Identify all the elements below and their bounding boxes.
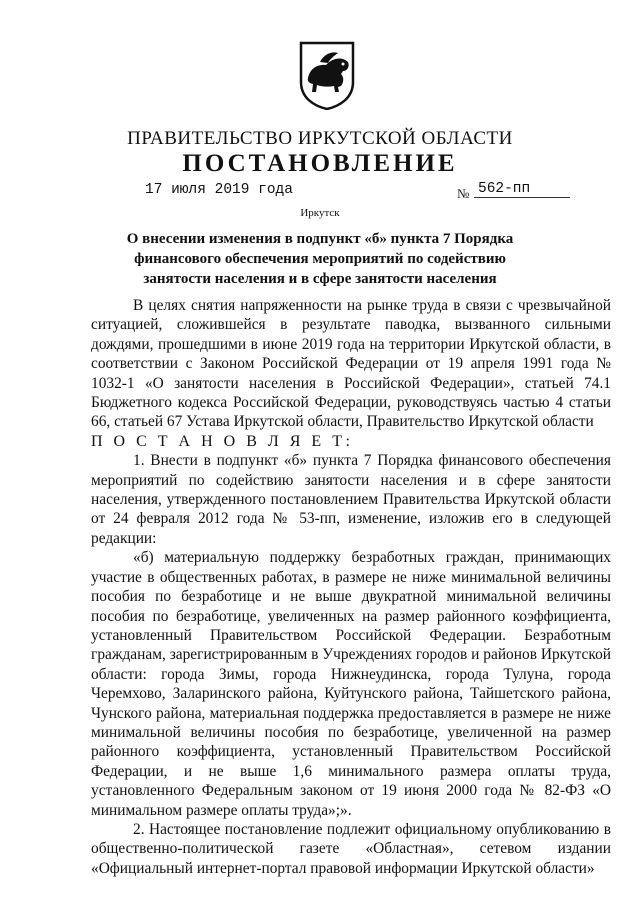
item-1-paragraph: 1. Внести в подпункт «б» пункта 7 Порядка финансового обеспечения мероприятий по содействию занятости населения и в сфере занятости населения, утвержденного постановлением Правительства Иркутской области от 24 февраля 2012 года № 53-пп, изменение, изложив его в следующей редакции: — [91, 452, 611, 547]
coat-of-arms-icon — [298, 40, 356, 110]
item-2-paragraph: 2. Настоящее постановление подлежит официальному опубликованию в общественно-политической газете «Областная», сетевом издании «Официальный интернет-портал правовой информации Иркутской области» — [91, 820, 611, 877]
document-body — [91, 296, 611, 878]
preamble-paragraph: В целях снятия напряженности на рынке труда в связи с чрезвычайной ситуацией, сложившейся в результате паводка, вызванного сильными дождями, прошедшими в июне 2019 года на территории Иркутской области, в соответствии с Законом Российской Федерации от 19 апреля 1991 года № 1032-1 «О занятости населения в Российской Федерации», статьей 74.1 Бюджетного кодекса Российской Федерации, руководствуясь частью 4 статьи 66, статьей 67 Устава Иркутской области, Правительство Иркутской области — [91, 297, 611, 431]
item-1-quote-paragraph: «б) материальную поддержку безработных граждан, принимающих участие в общественных работах, в размере не ниже минимальной величины пособия по безработице и не выше двукратной минимальной величины пособия по безработице, увеличенных на размер районного коэффициента, установленный Правительством Российской Федерации. Безработным гражданам, зарегистрированным в Учреждениях городов и районов Иркутской области: города Зимы, города Нижнеудинска, города Тулуна, города Черемхово, Заларинского района, Куйтунского района, Тайшетского района, Чунского района, материальная поддержка предоставляется в размере не ниже минимальной величины пособия по безработице, увеличенной на размер районного коэффициента, установленный Правительством Российской Федерации, и не выше 1,6 минимального размера оплаты труда, установленного Федеральным законом от 19 июня 2000 года № 82-ФЗ «О минимальном размере оплаты труда»;». — [91, 549, 611, 819]
document-date: 17 июля 2019 года — [145, 182, 293, 198]
number-label: № — [457, 186, 470, 201]
organization-name: ПРАВИТЕЛЬСТВО ИРКУТСКОЙ ОБЛАСТИ — [127, 128, 513, 149]
city-name: Иркутск — [300, 207, 340, 219]
document-title: О внесении изменения в подпункт «б» пункта 7 Порядка финансового обеспечения мероприятий по содействию занятости населения и в сфере занятости населения — [126, 231, 514, 287]
decree-line: П О С Т А Н О В Л Я Е Т: — [91, 432, 354, 450]
document-type: ПОСТАНОВЛЕНИЕ — [182, 150, 458, 177]
document-number: 562-пп — [474, 181, 570, 198]
